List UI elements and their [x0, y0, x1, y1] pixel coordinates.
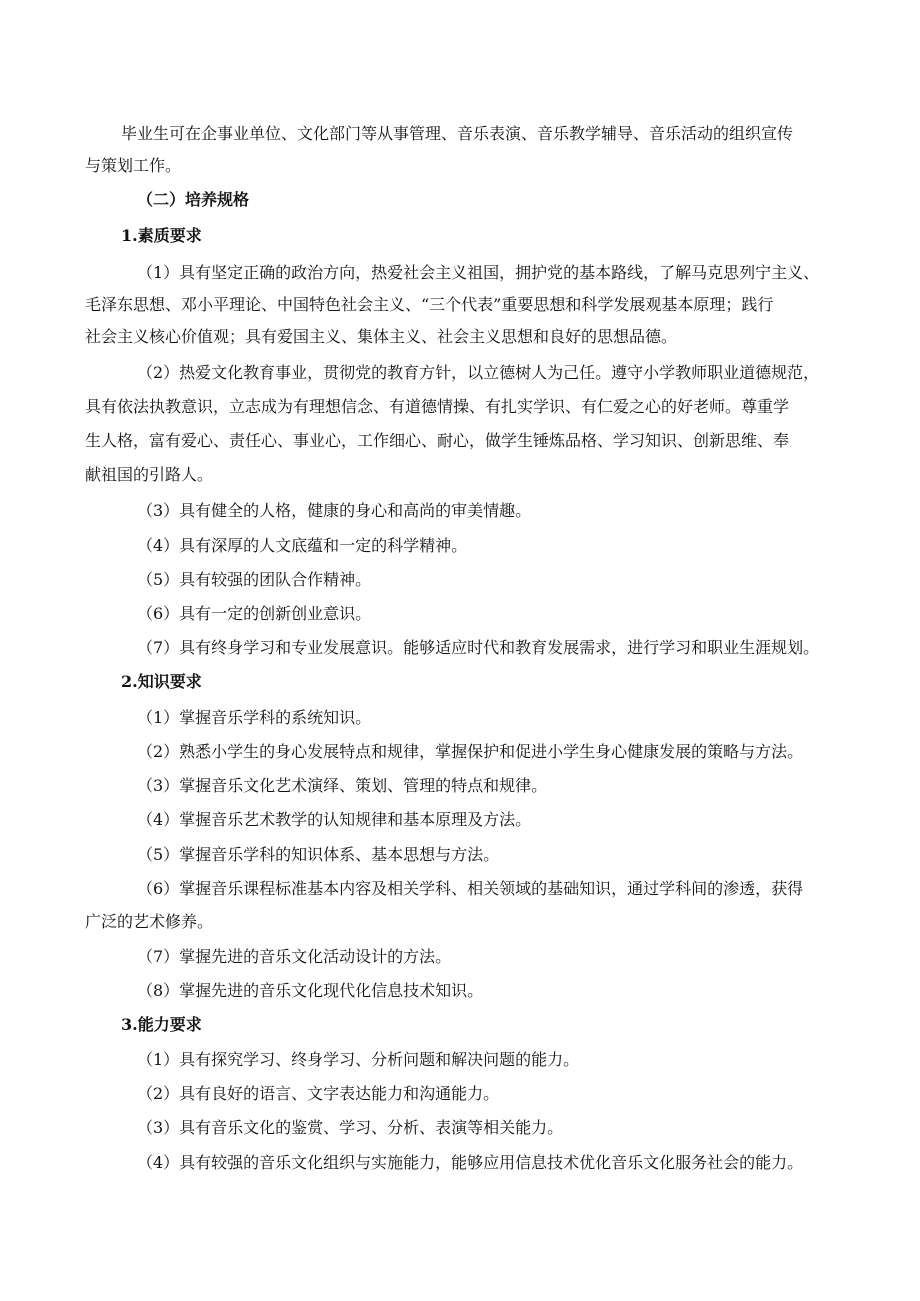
paragraph-line: 生人格，富有爱心、责任心、事业心，工作细心、耐心，做学生锤炼品格、学习知识、创新思维、奉 [85, 431, 790, 450]
knowledge-heading: 2.知识要求 [121, 672, 202, 691]
list-item: （5）具有较强的团队合作精神。 [137, 570, 372, 589]
paragraph-line: 社会主义核心价值观；具有爱国主义、集体主义、社会主义思想和良好的思想品德。 [85, 327, 678, 346]
list-item: （8）掌握先进的音乐文化现代化信息技术知识。 [137, 981, 484, 1000]
list-item: （4）具有深厚的人文底蕴和一定的科学精神。 [137, 536, 468, 555]
paragraph-line: 毛泽东思想、邓小平理论、中国特色社会主义、“三个代表”重要思想和科学发展观基本原理；践行 [85, 295, 774, 314]
section-title: （二）培养规格 [137, 190, 250, 209]
list-item: （7）掌握先进的音乐文化活动设计的方法。 [137, 947, 452, 966]
list-item: （4）掌握音乐艺术教学的认知规律和基本原理及方法。 [137, 810, 532, 829]
paragraph-line: 广泛的艺术修养。 [85, 912, 214, 931]
list-item: （2）熟悉小学生的身心发展特点和规律，掌握保护和促进小学生身心健康发展的策略与方法。 [137, 742, 804, 761]
paragraph-line: （6）掌握音乐课程标准基本内容及相关学科、相关领域的基础知识，通过学科间的渗透，获得 [137, 879, 804, 898]
list-item: （1）具有探究学习、终身学习、分析问题和解决问题的能力。 [137, 1050, 580, 1069]
list-item: （5）掌握音乐学科的知识体系、基本思想与方法。 [137, 845, 500, 864]
paragraph-line: 献祖国的引路人。 [85, 465, 214, 484]
paragraph-line: （1）具有坚定正确的政治方向，热爱社会主义祖国，拥护党的基本路线，了解马克思列宁主义、 [137, 263, 820, 282]
list-item: （3）具有健全的人格，健康的身心和高尚的审美情趣。 [137, 501, 532, 520]
list-item: （4）具有较强的音乐文化组织与实施能力，能够应用信息技术优化音乐文化服务社会的能力。 [137, 1153, 804, 1172]
list-item: （3）掌握音乐文化艺术演绎、策划、管理的特点和规律。 [137, 776, 548, 795]
list-item: （1）掌握音乐学科的系统知识。 [137, 708, 372, 727]
list-item: （2）具有良好的语言、文字表达能力和沟通能力。 [137, 1084, 500, 1103]
list-item: （3）具有音乐文化的鉴赏、学习、分析、表演等相关能力。 [137, 1118, 564, 1137]
ability-heading: 3.能力要求 [121, 1015, 202, 1034]
list-item: （6）具有一定的创新创业意识。 [137, 604, 372, 623]
intro-line: 与策划工作。 [85, 156, 182, 175]
list-item: （7）具有终身学习和专业发展意识。能够适应时代和教育发展需求，进行学习和职业生涯规划。 [137, 638, 820, 657]
quality-heading: 1.素质要求 [121, 226, 202, 245]
paragraph-line: 具有依法执教意识，立志成为有理想信念、有道德情操、有扎实学识、有仁爱之心的好老师。尊重学 [85, 397, 790, 416]
intro-line: 毕业生可在企事业单位、文化部门等从事管理、音乐表演、音乐教学辅导、音乐活动的组织宣传 [121, 124, 794, 143]
paragraph-line: （2）热爱文化教育事业，贯彻党的教育方针，以立德树人为己任。遵守小学教师职业道德规范， [137, 363, 820, 382]
